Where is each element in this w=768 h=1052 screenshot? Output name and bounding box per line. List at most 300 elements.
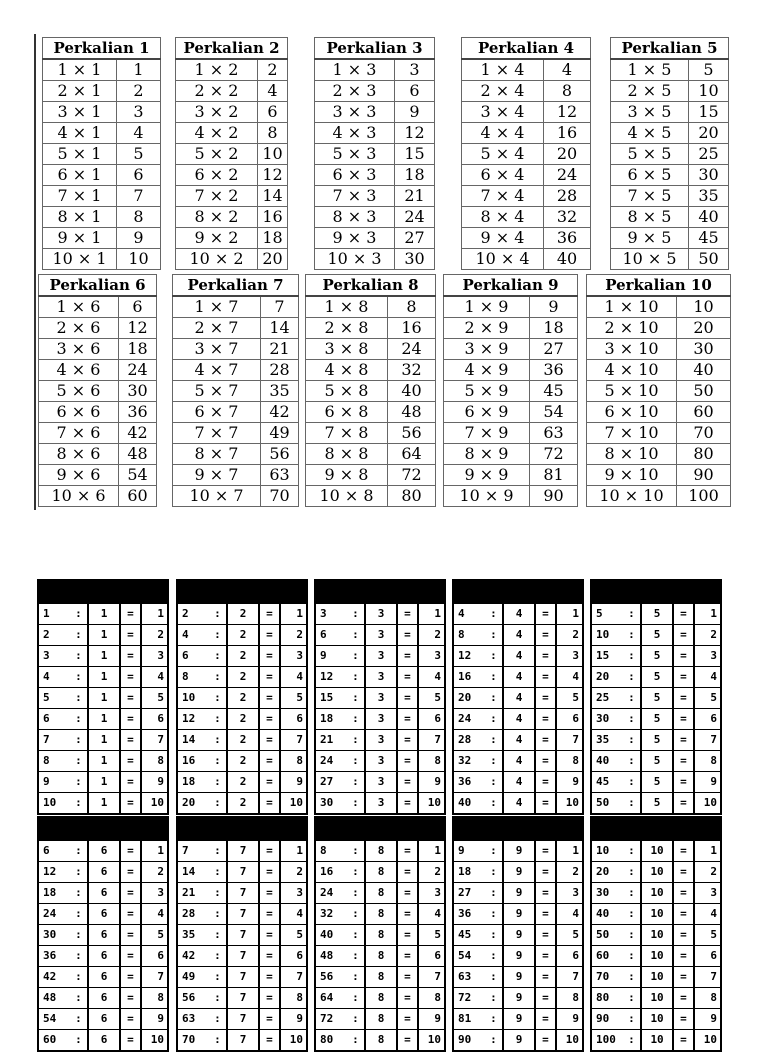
table-row — [591, 883, 721, 904]
quotient-cell: 10 — [556, 1030, 583, 1052]
dividend-cell: 8 — [177, 667, 208, 688]
expression-cell: 4 × 1 — [43, 123, 117, 144]
expression-cell: 10 × 8 — [306, 486, 388, 507]
table-row — [315, 751, 445, 772]
table-row — [306, 444, 436, 465]
multiplication-table — [314, 37, 435, 270]
quotient-cell: 1 — [556, 604, 583, 625]
table-row — [444, 465, 578, 486]
expression-cell: 7 × 4 — [462, 186, 544, 207]
expression-cell: 9 × 10 — [587, 465, 677, 486]
table-row — [315, 81, 435, 102]
equals-cell: = — [673, 625, 694, 646]
divisor-cell: 2 — [227, 667, 258, 688]
table-row — [173, 318, 299, 339]
divisor-cell: 8 — [365, 904, 396, 925]
divisor-cell: 6 — [88, 904, 119, 925]
table-row — [611, 102, 729, 123]
table-row — [444, 296, 578, 318]
expression-cell: 5 × 4 — [462, 144, 544, 165]
product-cell: 40 — [388, 381, 436, 402]
quotient-cell: 4 — [556, 667, 583, 688]
table-header-bar — [177, 817, 307, 841]
product-cell: 30 — [395, 249, 435, 270]
divisor-cell: 8 — [365, 988, 396, 1009]
table-row — [39, 444, 157, 465]
operator-cell: : — [208, 883, 227, 904]
quotient-cell: 2 — [556, 625, 583, 646]
equals-cell: = — [120, 751, 141, 772]
table-row — [38, 862, 168, 883]
expression-cell: 3 × 8 — [306, 339, 388, 360]
quotient-cell: 3 — [694, 883, 721, 904]
product-cell: 50 — [689, 249, 729, 270]
expression-cell: 10 × 4 — [462, 249, 544, 270]
divisor-cell: 9 — [503, 1009, 534, 1030]
expression-cell: 1 × 2 — [176, 59, 258, 81]
dividend-cell: 50 — [591, 793, 622, 815]
table-row — [462, 249, 591, 270]
table-row — [38, 625, 168, 646]
table-row — [38, 709, 168, 730]
operator-cell: : — [622, 730, 641, 751]
dividend-cell: 90 — [591, 1009, 622, 1030]
table-row — [177, 646, 307, 667]
equals-cell: = — [259, 988, 280, 1009]
dividend-cell: 24 — [315, 883, 346, 904]
dividend-cell: 14 — [177, 862, 208, 883]
dividend-cell: 18 — [38, 883, 69, 904]
quotient-cell: 3 — [141, 883, 168, 904]
table-row — [591, 667, 721, 688]
divisor-cell: 4 — [503, 646, 534, 667]
equals-cell: = — [535, 946, 556, 967]
product-cell: 48 — [388, 402, 436, 423]
table-row — [176, 186, 288, 207]
table-header-bar — [38, 580, 168, 604]
dividend-cell: 48 — [315, 946, 346, 967]
expression-cell: 7 × 6 — [39, 423, 119, 444]
divisor-cell: 1 — [88, 688, 119, 709]
expression-cell: 6 × 9 — [444, 402, 530, 423]
quotient-cell: 9 — [280, 1009, 307, 1030]
divisor-cell: 6 — [88, 883, 119, 904]
product-cell: 40 — [677, 360, 731, 381]
table-row — [39, 465, 157, 486]
expression-cell: 6 × 4 — [462, 165, 544, 186]
product-cell: 5 — [117, 144, 161, 165]
divisor-cell: 8 — [365, 925, 396, 946]
equals-cell: = — [397, 730, 418, 751]
product-cell: 16 — [388, 318, 436, 339]
expression-cell: 2 × 5 — [611, 81, 689, 102]
dividend-cell: 3 — [38, 646, 69, 667]
divisor-cell: 6 — [88, 946, 119, 967]
divisor-cell: 3 — [365, 646, 396, 667]
divisor-cell: 5 — [641, 625, 672, 646]
quotient-cell: 6 — [418, 709, 445, 730]
division-table — [314, 579, 446, 815]
product-cell: 30 — [677, 339, 731, 360]
equals-cell: = — [259, 709, 280, 730]
product-cell: 45 — [530, 381, 578, 402]
table-row — [453, 988, 583, 1009]
expression-cell: 7 × 2 — [176, 186, 258, 207]
operator-cell: : — [69, 646, 88, 667]
operator-cell: : — [208, 667, 227, 688]
divisor-cell: 2 — [227, 709, 258, 730]
divisor-cell: 2 — [227, 646, 258, 667]
quotient-cell: 9 — [141, 1009, 168, 1030]
table-row — [453, 709, 583, 730]
dividend-cell: 20 — [591, 862, 622, 883]
table-row — [611, 144, 729, 165]
equals-cell: = — [535, 883, 556, 904]
expression-cell: 6 × 2 — [176, 165, 258, 186]
table-row — [591, 862, 721, 883]
equals-cell: = — [120, 709, 141, 730]
expression-cell: 2 × 9 — [444, 318, 530, 339]
table-row — [177, 772, 307, 793]
quotient-cell: 9 — [280, 772, 307, 793]
table-row — [43, 228, 161, 249]
dividend-cell: 64 — [315, 988, 346, 1009]
table-row — [176, 249, 288, 270]
expression-cell: 10 × 10 — [587, 486, 677, 507]
division-table — [590, 816, 722, 1052]
dividend-cell: 40 — [591, 904, 622, 925]
dividend-cell: 2 — [177, 604, 208, 625]
quotient-cell: 3 — [418, 883, 445, 904]
multiplication-table — [175, 37, 288, 270]
expression-cell: 4 × 3 — [315, 123, 395, 144]
table-row — [43, 165, 161, 186]
expression-cell: 10 × 5 — [611, 249, 689, 270]
table-row — [315, 1030, 445, 1052]
product-cell: 6 — [119, 296, 157, 318]
equals-cell: = — [673, 841, 694, 862]
quotient-cell: 10 — [556, 793, 583, 815]
table-row — [453, 772, 583, 793]
product-cell: 4 — [258, 81, 288, 102]
division-table — [452, 816, 584, 1052]
table-row — [591, 688, 721, 709]
equals-cell: = — [120, 667, 141, 688]
divisor-cell: 7 — [227, 1030, 258, 1052]
divisor-cell: 2 — [227, 772, 258, 793]
operator-cell: : — [346, 904, 365, 925]
product-cell: 16 — [544, 123, 591, 144]
expression-cell: 6 × 5 — [611, 165, 689, 186]
product-cell: 36 — [119, 402, 157, 423]
operator-cell: : — [208, 793, 227, 815]
dividend-cell: 10 — [591, 841, 622, 862]
equals-cell: = — [535, 1030, 556, 1052]
product-cell: 6 — [395, 81, 435, 102]
operator-cell: : — [69, 688, 88, 709]
dividend-cell: 54 — [38, 1009, 69, 1030]
table-row — [176, 81, 288, 102]
product-cell: 80 — [388, 486, 436, 507]
expression-cell: 3 × 1 — [43, 102, 117, 123]
quotient-cell: 5 — [556, 925, 583, 946]
table-row — [177, 925, 307, 946]
product-cell: 5 — [689, 59, 729, 81]
equals-cell: = — [120, 1009, 141, 1030]
product-cell: 32 — [544, 207, 591, 228]
divisor-cell: 1 — [88, 772, 119, 793]
quotient-cell: 10 — [280, 1030, 307, 1052]
expression-cell: 10 × 7 — [173, 486, 261, 507]
product-cell: 72 — [388, 465, 436, 486]
operator-cell: : — [622, 988, 641, 1009]
equals-cell: = — [259, 667, 280, 688]
expression-cell: 9 × 4 — [462, 228, 544, 249]
multiplication-table — [38, 274, 157, 507]
quotient-cell: 6 — [694, 946, 721, 967]
dividend-cell: 32 — [315, 904, 346, 925]
product-cell: 8 — [544, 81, 591, 102]
dividend-cell: 60 — [38, 1030, 69, 1052]
expression-cell: 9 × 7 — [173, 465, 261, 486]
multiplication-table — [172, 274, 299, 507]
division-table — [314, 816, 446, 1052]
product-cell: 8 — [117, 207, 161, 228]
equals-cell: = — [535, 667, 556, 688]
equals-cell: = — [259, 967, 280, 988]
table-row — [444, 318, 578, 339]
dividend-cell: 18 — [453, 862, 484, 883]
expression-cell: 4 × 7 — [173, 360, 261, 381]
table-row — [453, 688, 583, 709]
product-cell: 90 — [677, 465, 731, 486]
equals-cell: = — [259, 604, 280, 625]
operator-cell: : — [346, 688, 365, 709]
operator-cell: : — [484, 946, 503, 967]
divisor-cell: 5 — [641, 604, 672, 625]
dividend-cell: 72 — [453, 988, 484, 1009]
table-row — [587, 402, 731, 423]
operator-cell: : — [69, 709, 88, 730]
operator-cell: : — [208, 709, 227, 730]
dividend-cell: 24 — [453, 709, 484, 730]
dividend-cell: 4 — [38, 667, 69, 688]
table-row — [453, 646, 583, 667]
equals-cell: = — [535, 967, 556, 988]
table-row — [176, 228, 288, 249]
product-cell: 9 — [117, 228, 161, 249]
dividend-cell: 15 — [591, 646, 622, 667]
operator-cell: : — [622, 625, 641, 646]
table-row — [591, 1009, 721, 1030]
product-cell: 28 — [544, 186, 591, 207]
dividend-cell: 1 — [38, 604, 69, 625]
table-row — [453, 841, 583, 862]
divisor-cell: 3 — [365, 625, 396, 646]
table-row — [315, 967, 445, 988]
quotient-cell: 2 — [280, 862, 307, 883]
table-row — [315, 165, 435, 186]
table-row — [177, 709, 307, 730]
equals-cell: = — [397, 988, 418, 1009]
table-row — [315, 228, 435, 249]
equals-cell: = — [120, 688, 141, 709]
operator-cell: : — [69, 793, 88, 815]
operator-cell: : — [208, 841, 227, 862]
table-row — [39, 423, 157, 444]
multiplication-table — [42, 37, 161, 270]
equals-cell: = — [673, 925, 694, 946]
quotient-cell: 4 — [418, 667, 445, 688]
table-row — [444, 339, 578, 360]
divisor-cell: 9 — [503, 967, 534, 988]
quotient-cell: 9 — [418, 1009, 445, 1030]
operator-cell: : — [622, 772, 641, 793]
equals-cell: = — [259, 730, 280, 751]
operator-cell: : — [69, 946, 88, 967]
table-row — [462, 207, 591, 228]
dividend-cell: 20 — [453, 688, 484, 709]
expression-cell: 7 × 1 — [43, 186, 117, 207]
equals-cell: = — [259, 883, 280, 904]
expression-cell: 9 × 5 — [611, 228, 689, 249]
divisor-cell: 9 — [503, 862, 534, 883]
table-row — [462, 228, 591, 249]
operator-cell: : — [346, 967, 365, 988]
divisor-cell: 10 — [641, 925, 672, 946]
quotient-cell: 4 — [418, 904, 445, 925]
table-row — [591, 904, 721, 925]
multiplication-table — [305, 274, 436, 507]
table-row — [177, 667, 307, 688]
table-row — [611, 249, 729, 270]
quotient-cell: 6 — [141, 709, 168, 730]
dividend-cell: 10 — [177, 688, 208, 709]
quotient-cell: 2 — [418, 625, 445, 646]
quotient-cell: 6 — [280, 946, 307, 967]
quotient-cell: 10 — [141, 1030, 168, 1052]
divisor-cell: 9 — [503, 946, 534, 967]
table-row — [306, 381, 436, 402]
table-row — [444, 444, 578, 465]
equals-cell: = — [120, 604, 141, 625]
divisor-cell: 5 — [641, 688, 672, 709]
dividend-cell: 8 — [38, 751, 69, 772]
dividend-cell: 16 — [453, 667, 484, 688]
quotient-cell: 7 — [141, 730, 168, 751]
quotient-cell: 4 — [141, 667, 168, 688]
quotient-cell: 3 — [556, 646, 583, 667]
divisor-cell: 4 — [503, 625, 534, 646]
expression-cell: 2 × 2 — [176, 81, 258, 102]
table-row — [587, 444, 731, 465]
operator-cell: : — [484, 709, 503, 730]
expression-cell: 6 × 7 — [173, 402, 261, 423]
equals-cell: = — [397, 751, 418, 772]
table-row — [176, 123, 288, 144]
table-row — [306, 465, 436, 486]
dividend-cell: 14 — [177, 730, 208, 751]
divisor-cell: 7 — [227, 883, 258, 904]
table-row — [453, 862, 583, 883]
product-cell: 64 — [388, 444, 436, 465]
expression-cell: 3 × 10 — [587, 339, 677, 360]
product-cell: 30 — [119, 381, 157, 402]
table-row — [453, 667, 583, 688]
table-row — [306, 339, 436, 360]
table-row — [43, 249, 161, 270]
quotient-cell: 2 — [694, 862, 721, 883]
quotient-cell: 6 — [694, 709, 721, 730]
quotient-cell: 8 — [280, 751, 307, 772]
table-row — [315, 123, 435, 144]
operator-cell: : — [484, 688, 503, 709]
operator-cell: : — [208, 1030, 227, 1052]
quotient-cell: 2 — [141, 862, 168, 883]
divisor-cell: 4 — [503, 751, 534, 772]
quotient-cell: 5 — [694, 925, 721, 946]
multiplication-table — [443, 274, 578, 507]
table-row — [462, 123, 591, 144]
table-row — [176, 144, 288, 165]
equals-cell: = — [397, 967, 418, 988]
expression-cell: 5 × 1 — [43, 144, 117, 165]
table-row — [462, 81, 591, 102]
table-row — [453, 1030, 583, 1052]
expression-cell: 4 × 9 — [444, 360, 530, 381]
table-row — [587, 360, 731, 381]
divisor-cell: 6 — [88, 988, 119, 1009]
operator-cell: : — [208, 646, 227, 667]
divisor-cell: 1 — [88, 793, 119, 815]
product-cell: 36 — [544, 228, 591, 249]
equals-cell: = — [673, 904, 694, 925]
equals-cell: = — [397, 646, 418, 667]
table-row — [38, 946, 168, 967]
dividend-cell: 70 — [591, 967, 622, 988]
table-row — [43, 186, 161, 207]
table-row — [306, 402, 436, 423]
equals-cell: = — [120, 925, 141, 946]
dividend-cell: 24 — [38, 904, 69, 925]
table-row — [177, 793, 307, 815]
expression-cell: 10 × 9 — [444, 486, 530, 507]
expression-cell: 2 × 1 — [43, 81, 117, 102]
operator-cell: : — [622, 709, 641, 730]
product-cell: 24 — [388, 339, 436, 360]
product-cell: 36 — [530, 360, 578, 381]
table-row — [591, 751, 721, 772]
divisor-cell: 2 — [227, 625, 258, 646]
table-row — [453, 604, 583, 625]
table-title: Perkalian 8 — [306, 275, 436, 297]
operator-cell: : — [69, 1009, 88, 1030]
operator-cell: : — [484, 1009, 503, 1030]
quotient-cell: 8 — [556, 988, 583, 1009]
operator-cell: : — [346, 709, 365, 730]
quotient-cell: 1 — [141, 841, 168, 862]
dividend-cell: 60 — [591, 946, 622, 967]
product-cell: 21 — [395, 186, 435, 207]
dividend-cell: 36 — [453, 772, 484, 793]
table-row — [38, 751, 168, 772]
table-row — [453, 793, 583, 815]
divisor-cell: 4 — [503, 709, 534, 730]
operator-cell: : — [484, 730, 503, 751]
quotient-cell: 1 — [556, 841, 583, 862]
table-row — [315, 186, 435, 207]
expression-cell: 1 × 4 — [462, 59, 544, 81]
